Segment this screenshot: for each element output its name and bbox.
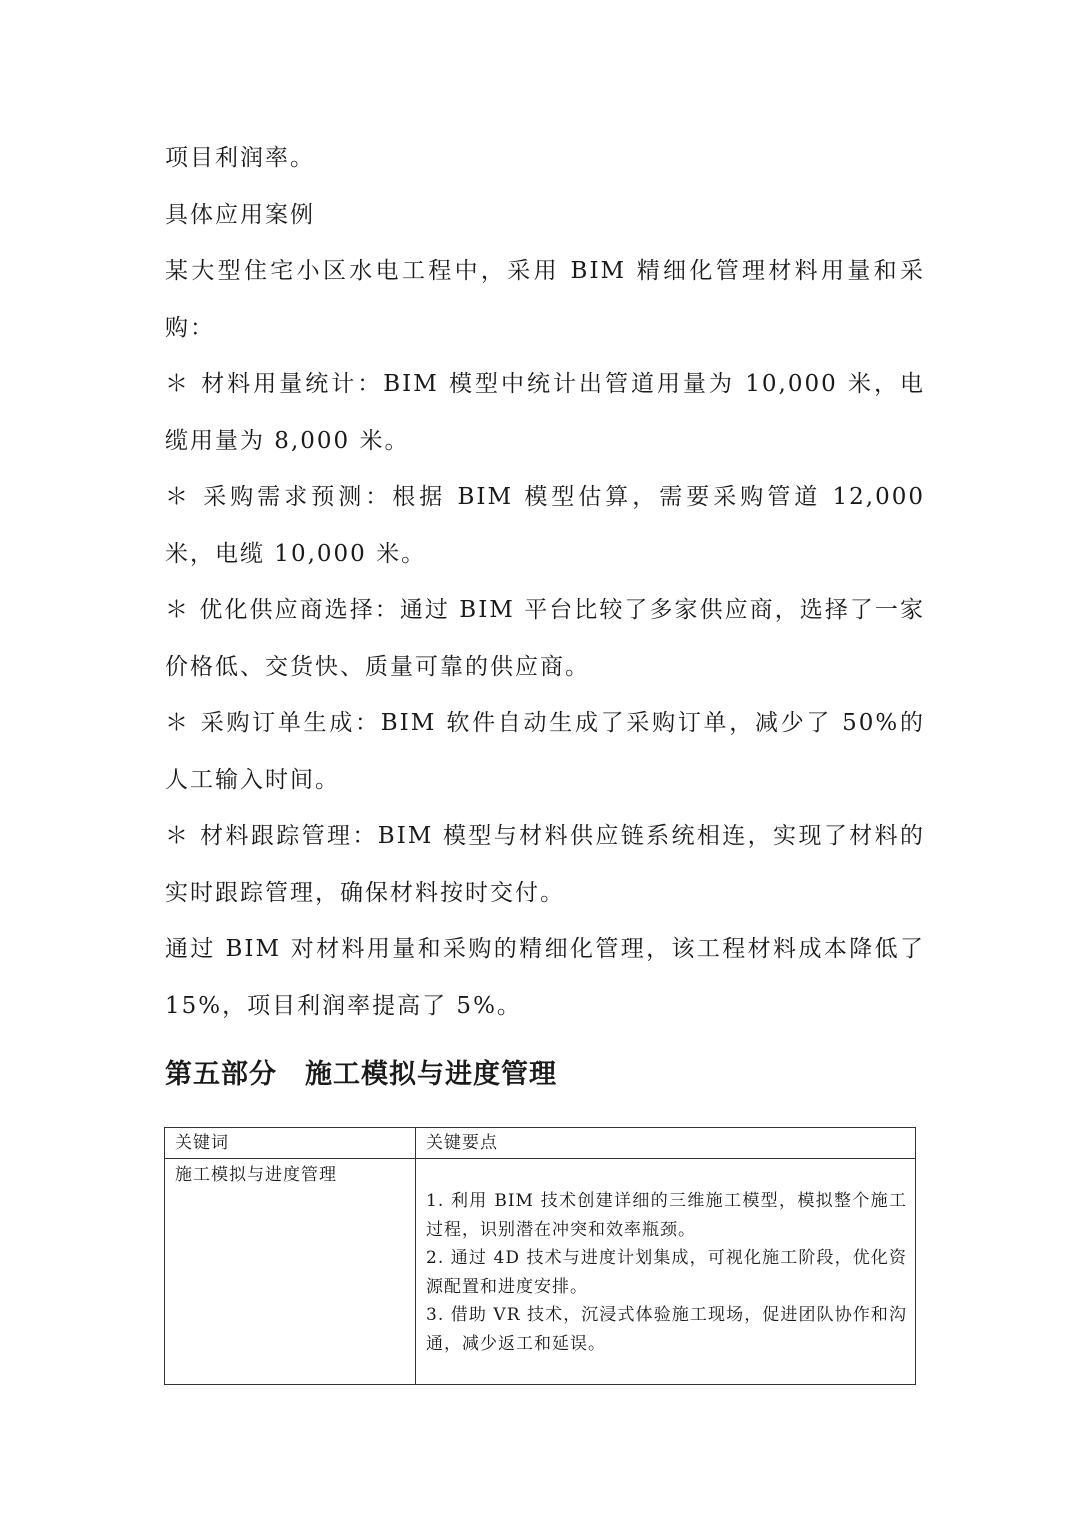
section-title: 施工模拟与进度管理 xyxy=(305,1059,557,1090)
table-header-keyword: 关键词 xyxy=(165,1128,416,1159)
bullet-supplier-selection: ＊ 优化供应商选择：通过 BIM 平台比较了多家供应商，选择了一家价格低、交货快、质量可靠的供应商。 xyxy=(165,597,925,680)
key-points-table xyxy=(164,1127,916,1385)
paragraph-profit-continuation: 项目利润率。 xyxy=(165,145,315,171)
table-header-points: 关键要点 xyxy=(416,1128,916,1159)
paragraph-case-intro: 某大型住宅小区水电工程中，采用 BIM 精细化管理材料用量和采购： xyxy=(165,258,925,341)
bullet-material-tracking: ＊ 材料跟踪管理：BIM 模型与材料供应链系统相连，实现了材料的实时跟踪管理，确保材料按时交付。 xyxy=(165,823,925,906)
bullet-material-statistics: ＊ 材料用量统计：BIM 模型中统计出管道用量为 10,000 米，电缆用量为 8,000 米。 xyxy=(165,371,925,454)
section-number: 第五部分 xyxy=(165,1059,277,1090)
paragraph-conclusion: 通过 BIM 对材料用量和采购的精细化管理，该工程材料成本降低了 15%，项目利润率提高了 5%。 xyxy=(165,936,925,1019)
body-text xyxy=(165,130,925,1034)
key-point-1: 1. 利用 BIM 技术创建详细的三维施工模型，模拟整个施工过程，识别潜在冲突和效率瓶颈。 xyxy=(426,1191,907,1240)
section-heading xyxy=(165,1052,557,1091)
table-row xyxy=(165,1159,916,1385)
key-point-2: 2. 通过 4D 技术与进度计划集成，可视化施工阶段，优化资源配置和进度安排。 xyxy=(426,1248,907,1297)
key-point-3: 3. 借助 VR 技术，沉浸式体验施工现场，促进团队协作和沟通，减少返工和延误。 xyxy=(426,1305,907,1354)
table-header-row xyxy=(165,1128,916,1159)
table-cell-keyword: 施工模拟与进度管理 xyxy=(165,1159,416,1385)
table-cell-points xyxy=(416,1159,916,1385)
paragraph-case-heading: 具体应用案例 xyxy=(165,201,315,228)
bullet-order-generation: ＊ 采购订单生成：BIM 软件自动生成了采购订单，减少了 50%的人工输入时间。 xyxy=(165,710,925,793)
bullet-purchase-forecast: ＊ 采购需求预测：根据 BIM 模型估算，需要采购管道 12,000 米，电缆 10,000 米。 xyxy=(165,484,925,567)
